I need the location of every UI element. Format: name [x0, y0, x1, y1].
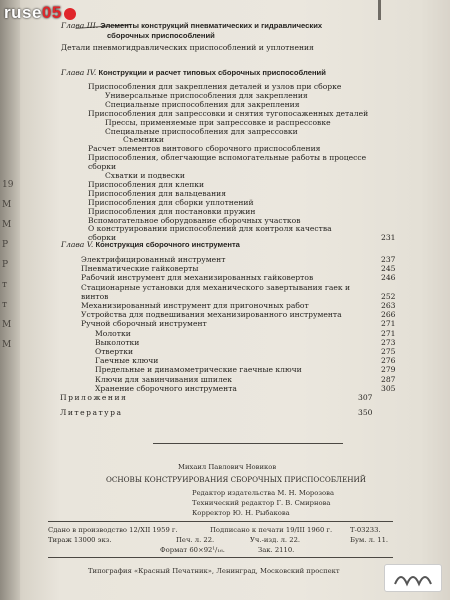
- imprint-printer: Типография «Красный Печатник», Ленинград, Московский проспект: [88, 567, 340, 575]
- toc-entry: Съемники: [123, 135, 164, 145]
- toc-entry: винтов: [81, 291, 109, 301]
- imprint-edit-sheets: Уч.-изд. л. 22.: [250, 536, 301, 544]
- imprint-editor: Редактор издательства М. Н. Морозова: [192, 489, 335, 497]
- toc-entry: Приспособления для постановки пружин: [88, 206, 256, 216]
- toc-entry: Хранение сборочного инструмента: [95, 383, 237, 393]
- toc-entry: Пневматические гайковерты: [81, 264, 199, 274]
- toc-entry: Механизированный инструмент для пригоночных работ: [81, 301, 309, 310]
- imprint-divider-top: [48, 521, 393, 522]
- corner-logo-icon: [393, 568, 433, 588]
- toc-entry: Предельные и динамометрические гаечные ключи: [95, 365, 302, 375]
- toc-page-number: 231: [381, 233, 396, 243]
- imprint-sheets: Печ. л. 22.: [176, 536, 215, 544]
- toc-entry: Устройства для подвешивания механизированного инструмента: [81, 310, 342, 320]
- toc-page-number: 246: [381, 273, 396, 283]
- imprint-signed: Подписано к печати 19/III 1960 г.: [210, 526, 333, 534]
- imprint-paper-sheets: Бум. л. 11.: [350, 536, 389, 544]
- toc-entry: Приспособления для вальцевания: [88, 188, 227, 198]
- toc-page-number: 266: [381, 310, 396, 320]
- toc-entry: Приспособления для сборки уплотнений: [88, 197, 254, 207]
- toc-page-number: 252: [381, 291, 396, 301]
- toc-entry: Выколотки: [95, 337, 140, 347]
- toc-page-number: 279: [381, 365, 396, 375]
- imprint-code: Т-03233.: [350, 526, 381, 534]
- literature-page: 350: [358, 408, 373, 417]
- imprint-submitted: Сдано в производство 12/XII 1959 г.: [48, 526, 178, 534]
- toc-entry: Стационарные установки для механического завертывания гаек и: [81, 282, 351, 292]
- chapter3-heading-cont: сборочных приспособлений: [107, 31, 215, 40]
- corner-logo: [384, 564, 442, 592]
- toc-entry: Прессы, применяемые при запрессовке и распрессовке: [105, 117, 331, 127]
- toc-page-number: 263: [381, 301, 396, 310]
- toc-page-number: 271: [381, 319, 396, 329]
- watermark-icon: [64, 8, 76, 20]
- toc-entry: Рабочий инструмент для механизированных гайковертов: [81, 273, 314, 283]
- toc-entry: Молотки: [95, 328, 131, 338]
- toc-entry: Специальные приспособления для закрепления: [105, 99, 300, 109]
- toc-page-number: 287: [381, 374, 396, 384]
- chapter5-heading: Глава V. Конструкция сборочного инструмента: [61, 240, 240, 249]
- toc-page-number: 245: [381, 264, 396, 274]
- toc-page-number: 276: [381, 356, 396, 366]
- toc-entry: Схватки и подвески: [105, 171, 185, 180]
- appendix-entry: Приложения: [60, 393, 128, 402]
- toc-page-number: 237: [381, 255, 396, 264]
- imprint-corrector: Корректор Ю. Н. Рыбакова: [192, 509, 290, 517]
- literature-entry: Литература: [60, 408, 123, 417]
- divider: [153, 443, 343, 444]
- chapter3-heading: Глава III. Элементы конструкций пневматических и гидравлических: [61, 21, 323, 30]
- toc-entry: сборки: [88, 162, 117, 172]
- imprint-divider-bottom: [48, 557, 393, 558]
- toc-entry: Гаечные ключи: [95, 356, 159, 366]
- watermark-logo: ruse05: [4, 3, 76, 23]
- toc-entry: Приспособления для клепки: [88, 179, 205, 189]
- toc-entry: Электрифицированный инструмент: [81, 255, 226, 264]
- toc-entry: Отвертки: [95, 347, 134, 356]
- toc-page-number: 275: [381, 347, 396, 356]
- toc-entry: Ключи для завинчивания шпилек: [95, 374, 233, 384]
- edge-mark: [378, 0, 381, 20]
- imprint-order: Зак. 2110.: [258, 546, 295, 554]
- toc-entry: Специальные приспособления для запрессовки: [105, 126, 298, 136]
- toc-entry: О конструировании приспособлений для контроля качества: [88, 224, 332, 234]
- toc-entry: Детали пневмогидравлических приспособлений и уплотнения: [61, 43, 314, 52]
- imprint-title: ОСНОВЫ КОНСТРУИРОВАНИЯ СБОРОЧНЫХ ПРИСПОСОБЛЕНИЙ: [106, 475, 367, 484]
- toc-entry: Универсальные приспособления для закрепления: [105, 90, 308, 100]
- imprint-print-run: Тираж 13000 экз.: [48, 536, 112, 544]
- toc-page-number: 273: [381, 337, 396, 347]
- left-page-fragments: 19 М М Р Р т т М М: [2, 180, 14, 350]
- toc-entry: сборки: [88, 233, 117, 243]
- toc-entry: Ручной сборочный инструмент: [81, 319, 207, 329]
- imprint-author: Михаил Павлович Новиков: [178, 463, 277, 471]
- toc-page-number: 271: [381, 328, 396, 338]
- chapter4-heading: Глава IV. Конструкции и расчет типовых сборочных приспособлений: [61, 68, 326, 77]
- appendix-page: 307: [358, 393, 373, 402]
- toc-entry: Расчет элементов винтового сборочного приспособления: [88, 144, 321, 154]
- imprint-tech-editor: Технический редактор Г. В. Смирнова: [192, 499, 331, 507]
- toc-entry: Приспособления для запрессовки и снятия тугопосаженных деталей: [88, 108, 369, 118]
- toc-page-number: 305: [381, 383, 396, 393]
- toc-entry: Вспомогательное оборудование сборочных участков: [88, 215, 301, 225]
- imprint-format: Формат 60×92¹/₁₆.: [160, 546, 225, 554]
- toc-entry: Приспособления, облегчающие вспомогательные работы в процессе: [88, 153, 367, 163]
- toc-entry: Приспособления для закрепления деталей и узлов при сборке: [88, 82, 342, 91]
